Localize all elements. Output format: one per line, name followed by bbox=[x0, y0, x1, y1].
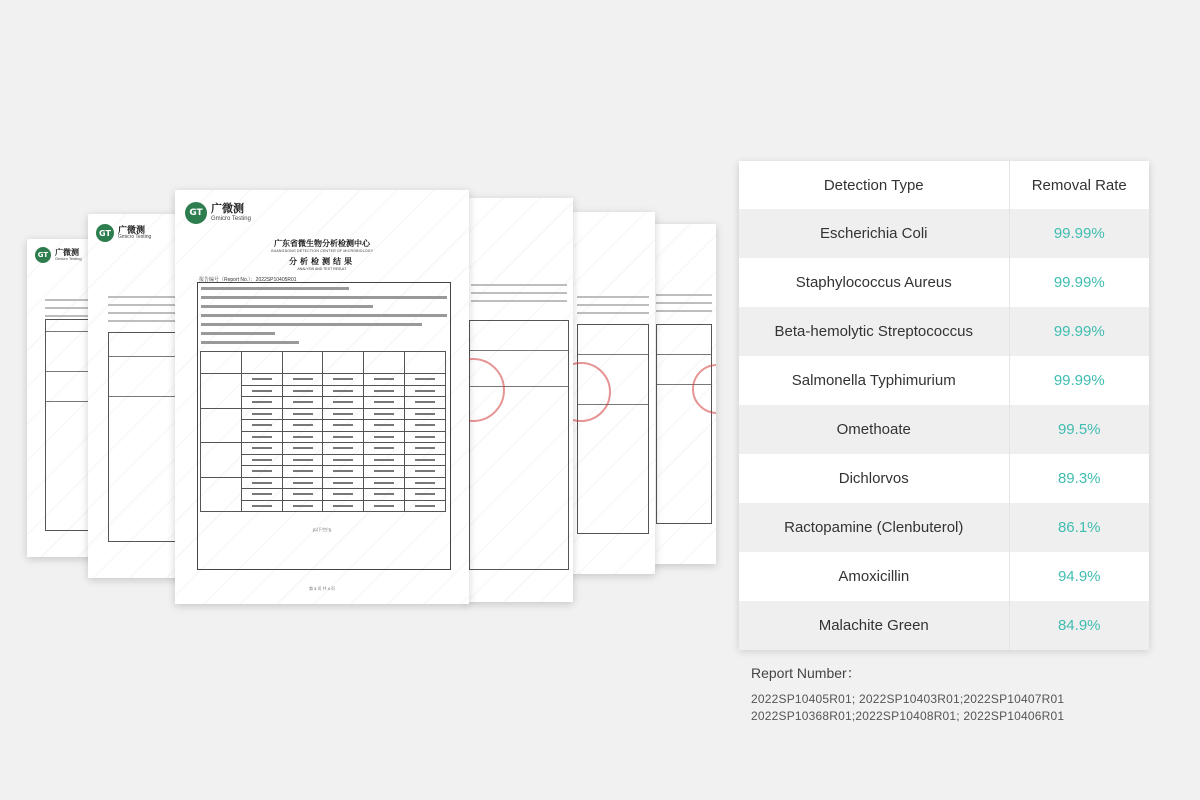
logo-cn: 广微测 bbox=[118, 224, 146, 235]
table-row bbox=[739, 552, 1149, 601]
header-detection-type: Detection Type bbox=[739, 161, 1009, 209]
front-report-number: 报告编号（Report No.）：2022SP10405R01 bbox=[199, 277, 297, 283]
logo-en: Gmicro Testing bbox=[211, 215, 251, 222]
page-footer: 第 3 页 共 4 页 bbox=[308, 586, 335, 591]
removal-rate: 84.9% bbox=[1009, 601, 1149, 650]
logo-cn: 广微测 bbox=[55, 247, 79, 257]
report-page-front bbox=[175, 190, 469, 604]
result-heading-en: ANALYSIS AND TEST RESULT bbox=[297, 267, 347, 271]
table-row bbox=[739, 356, 1149, 405]
logo-en: Gmicro Testing bbox=[118, 234, 152, 241]
report-page-back-right-2 bbox=[571, 212, 655, 574]
table-row bbox=[739, 503, 1149, 552]
detection-type: Omethoate bbox=[739, 405, 1009, 454]
detection-type: Staphylococcus Aureus bbox=[739, 258, 1009, 307]
report-number-line-2: 2022SP10368R01;2022SP10408R01; 2022SP10406R01 bbox=[751, 709, 1065, 723]
header-removal-rate: Removal Rate bbox=[1031, 176, 1127, 194]
removal-rate: 99.99% bbox=[1009, 258, 1149, 307]
table-row bbox=[739, 307, 1149, 356]
removal-rate: 99.5% bbox=[1009, 405, 1149, 454]
report-page-back-right-1 bbox=[465, 198, 573, 602]
removal-rate: 99.99% bbox=[1009, 209, 1149, 258]
detection-type: Malachite Green bbox=[739, 601, 1009, 650]
report-number-block bbox=[751, 663, 1064, 725]
removal-rate: 86.1% bbox=[1009, 503, 1149, 552]
removal-rate: 89.3% bbox=[1009, 454, 1149, 503]
detection-type: Ractopamine (Clenbuterol) bbox=[739, 503, 1009, 552]
gmicro-logo-icon: GT bbox=[185, 202, 207, 224]
detection-center-title: 广东省微生物分析检测中心 bbox=[274, 239, 370, 248]
gmicro-logo-icon: GT bbox=[96, 224, 114, 242]
removal-rate: 99.99% bbox=[1009, 356, 1149, 405]
detection-type: Amoxicillin bbox=[739, 552, 1009, 601]
removal-rate-table bbox=[739, 161, 1149, 649]
result-heading: 分析检测结果 bbox=[289, 257, 355, 266]
detection-type: Salmonella Typhimurium bbox=[739, 356, 1009, 405]
gmicro-logo-icon: GT bbox=[35, 247, 51, 263]
table-row bbox=[739, 405, 1149, 454]
detection-type: Escherichia Coli bbox=[739, 209, 1009, 258]
report-number-label: Report Number： bbox=[751, 665, 861, 681]
logo-en: Gmicro Testing bbox=[55, 256, 82, 262]
table-row bbox=[739, 258, 1149, 307]
detection-center-title-en: GUANGDONG DETECTION CENTER OF MICROBIOLOGY bbox=[270, 249, 374, 253]
detection-type: Dichlorvos bbox=[739, 454, 1009, 503]
result-table-thumbnail bbox=[200, 351, 446, 512]
logo-cn: 广微测 bbox=[211, 203, 244, 216]
table-row bbox=[739, 454, 1149, 503]
table-row bbox=[739, 601, 1149, 650]
report-number-line-1: 2022SP10405R01; 2022SP10403R01;2022SP10407R01 bbox=[751, 692, 1065, 706]
removal-rate: 94.9% bbox=[1009, 552, 1149, 601]
report-page-back-right-3 bbox=[652, 224, 716, 564]
blank-note: (以下空白) bbox=[312, 527, 332, 532]
table-row bbox=[739, 209, 1149, 258]
removal-rate: 99.99% bbox=[1009, 307, 1149, 356]
detection-type: Beta-hemolytic Streptococcus bbox=[739, 307, 1009, 356]
